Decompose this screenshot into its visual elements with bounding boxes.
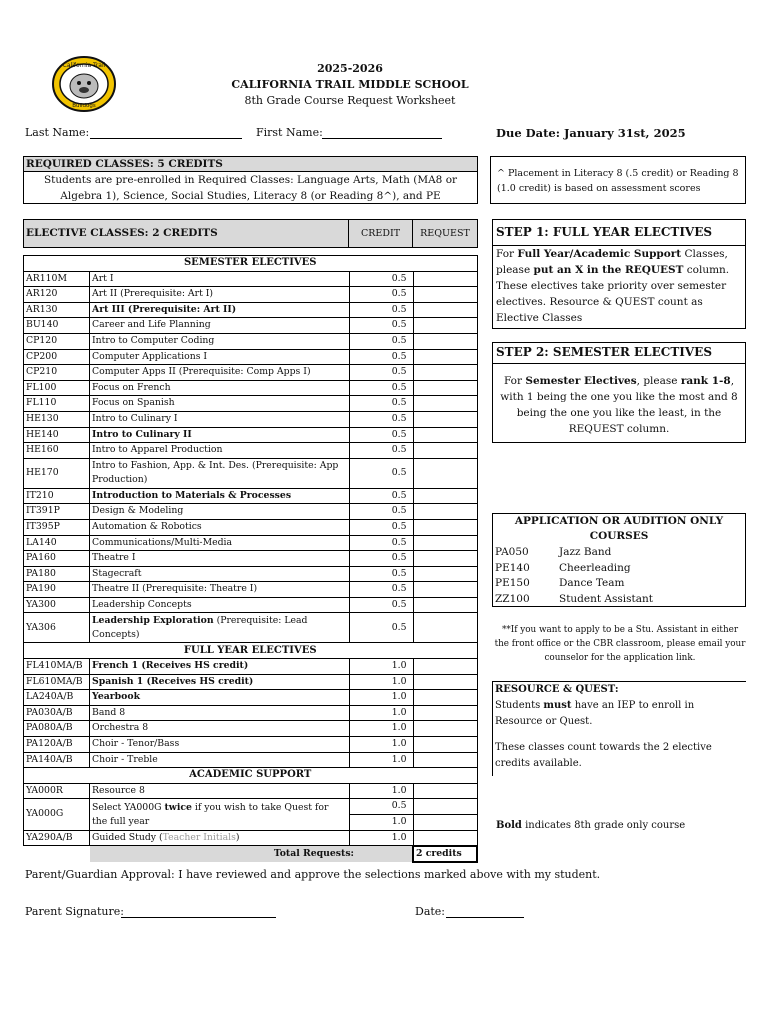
course-code: YA290A/B <box>24 830 90 846</box>
course-credit: 1.0 <box>349 659 413 675</box>
course-name: Focus on Spanish <box>90 396 350 412</box>
course-credit: 0.5 <box>349 411 413 427</box>
course-code: LA140 <box>24 535 90 551</box>
step2-title: STEP 2: SEMESTER ELECTIVES <box>493 343 745 364</box>
course-credit: 0.5 <box>349 302 413 318</box>
course-credit: 1.0 <box>349 830 413 846</box>
course-name: Intro to Culinary I <box>90 411 350 427</box>
course-code: YA300 <box>24 597 90 613</box>
logo-text-top: California Trail <box>62 62 106 69</box>
request-cell[interactable] <box>413 411 477 427</box>
request-cell[interactable] <box>413 721 477 737</box>
signature-label: Parent Signature: <box>25 905 124 918</box>
academic-section-row <box>24 768 478 784</box>
school-name: CALIFORNIA TRAIL MIDDLE SCHOOL <box>231 78 469 91</box>
request-cell[interactable] <box>413 566 477 582</box>
last-name-field[interactable] <box>90 138 242 139</box>
list-item <box>493 591 745 607</box>
request-cell[interactable] <box>413 443 477 459</box>
application-table <box>493 544 745 607</box>
request-cell[interactable] <box>413 737 477 753</box>
course-name: Intro to Fashion, App. & Int. Des. (Prerequisite: App Production) <box>90 458 350 488</box>
request-cell[interactable] <box>413 690 477 706</box>
course-code: YA306 <box>24 613 90 643</box>
course-code: YA000R <box>24 783 90 799</box>
course-name: Theatre II (Prerequisite: Theatre I) <box>90 582 350 598</box>
credit-header: CREDIT <box>348 220 412 247</box>
course-name: Intro to Apparel Production <box>90 443 350 459</box>
course-name: Choir - Treble <box>90 752 350 768</box>
page-title: 8th Grade Course Request Worksheet <box>244 94 456 107</box>
course-code: PA140A/B <box>24 752 90 768</box>
app-course-code: PA050 <box>495 545 529 558</box>
course-name: Art II (Prerequisite: Art I) <box>90 287 350 303</box>
table-row <box>24 752 478 768</box>
course-credit: 1.0 <box>349 721 413 737</box>
course-credit: 0.5 <box>349 349 413 365</box>
course-credit: 0.5 <box>349 380 413 396</box>
request-cell[interactable] <box>413 815 477 831</box>
table-row <box>24 519 478 535</box>
request-cell[interactable] <box>413 302 477 318</box>
school-year: 2025-2026 <box>317 62 383 75</box>
full-year-section-row <box>24 643 478 659</box>
course-credit: 1.0 <box>349 815 413 831</box>
course-code: CP210 <box>24 365 90 381</box>
course-credit: 0.5 <box>349 613 413 643</box>
course-code: AR110M <box>24 271 90 287</box>
course-name: Stagecraft <box>90 566 350 582</box>
course-code: CP120 <box>24 333 90 349</box>
course-code: HE140 <box>24 427 90 443</box>
course-code: PA160 <box>24 551 90 567</box>
app-course-name: Jazz Band <box>559 545 612 558</box>
placement-note: ^ Placement in Literacy 8 (.5 credit) or Reading 8 (1.0 credit) is based on assessment scores <box>497 168 739 194</box>
course-credit: 0.5 <box>349 443 413 459</box>
table-row <box>24 380 478 396</box>
course-credit: 0.5 <box>349 333 413 349</box>
table-row <box>24 427 478 443</box>
request-cell[interactable] <box>413 582 477 598</box>
app-course-name: Student Assistant <box>559 593 653 606</box>
table-row <box>24 271 478 287</box>
course-credit: 0.5 <box>349 488 413 504</box>
course-name: Communications/Multi-Media <box>90 535 350 551</box>
request-cell[interactable] <box>413 458 477 488</box>
course-code: HE130 <box>24 411 90 427</box>
request-cell[interactable] <box>413 380 477 396</box>
total-row <box>24 846 478 863</box>
application-note: **If you want to apply to be a Stu. Assistant in either the front office or the CBR classroom, please email your counselor for the application link. <box>494 625 746 663</box>
course-name: Intro to Culinary II <box>90 427 350 443</box>
elective-header <box>23 219 478 248</box>
logo-text-bottom: Bulldogs <box>72 103 96 109</box>
course-code: PA180 <box>24 566 90 582</box>
request-cell[interactable] <box>413 674 477 690</box>
table-row <box>24 737 478 753</box>
course-credit: 0.5 <box>349 519 413 535</box>
step1-text: For Full Year/Academic Support Classes, please put an X in the REQUEST column. These electives take priority over semester electives. Resource & QUEST count as Elective Classes <box>496 248 730 324</box>
request-cell[interactable] <box>413 597 477 613</box>
course-credit: 0.5 <box>349 396 413 412</box>
course-code: PA190 <box>24 582 90 598</box>
course-name: Career and Life Planning <box>90 318 350 334</box>
course-credit: 0.5 <box>349 582 413 598</box>
table-row <box>24 705 478 721</box>
table-row <box>24 302 478 318</box>
table-row <box>24 659 478 675</box>
app-course-name: Dance Team <box>559 577 625 590</box>
course-name: Theatre I <box>90 551 350 567</box>
request-cell[interactable] <box>413 396 477 412</box>
table-row <box>24 582 478 598</box>
course-name: Spanish 1 (Receives HS credit) <box>90 674 350 690</box>
list-item <box>493 576 745 592</box>
resource-quest-box <box>492 681 746 776</box>
course-credit: 0.5 <box>349 551 413 567</box>
app-course-code: ZZ100 <box>495 593 530 606</box>
course-name: Choir - Tenor/Bass <box>90 737 350 753</box>
first-name-field[interactable] <box>322 138 442 139</box>
app-course-name: Cheerleading <box>559 561 631 574</box>
app-course-code: PE140 <box>495 561 530 574</box>
teacher-initials-label: Teacher Initials <box>162 831 236 843</box>
course-name: Art III (Prerequisite: Art II) <box>90 302 350 318</box>
request-cell[interactable] <box>413 504 477 520</box>
elective-table <box>23 255 478 863</box>
request-header: REQUEST <box>412 220 477 247</box>
total-label: Total Requests: <box>90 846 414 863</box>
request-cell[interactable] <box>413 613 477 643</box>
table-row <box>24 318 478 334</box>
table-row <box>24 690 478 706</box>
request-cell[interactable] <box>413 783 477 799</box>
course-code: CP200 <box>24 349 90 365</box>
request-cell[interactable] <box>413 705 477 721</box>
course-code: IT391P <box>24 504 90 520</box>
course-code: FL110 <box>24 396 90 412</box>
course-name: Focus on French <box>90 380 350 396</box>
course-name: Leadership Exploration (Prerequisite: Lead Concepts) <box>90 613 350 643</box>
course-name: Select YA000G twice if you wish to take Quest for the full year <box>90 799 350 830</box>
resource-quest-credit-text: These classes count towards the 2 elective credits available. <box>495 742 712 769</box>
request-cell[interactable] <box>413 318 477 334</box>
course-credit: 0.5 <box>349 287 413 303</box>
request-cell[interactable] <box>413 551 477 567</box>
course-name: Intro to Computer Coding <box>90 333 350 349</box>
semester-heading: SEMESTER ELECTIVES <box>24 256 478 272</box>
course-code: PA120A/B <box>24 737 90 753</box>
course-credit: 1.0 <box>349 705 413 721</box>
course-code: HE170 <box>24 458 90 488</box>
bold-note: Bold indicates 8th grade only course <box>496 820 686 831</box>
academic-heading: ACADEMIC SUPPORT <box>24 768 478 784</box>
approval-text: Parent/Guardian Approval: I have reviewed and approve the selections marked above with my student. <box>25 868 601 881</box>
request-cell[interactable] <box>413 365 477 381</box>
request-cell[interactable] <box>413 535 477 551</box>
semester-section-row <box>24 256 478 272</box>
course-credit: 1.0 <box>349 737 413 753</box>
application-box <box>492 513 746 607</box>
course-credit: 0.5 <box>349 427 413 443</box>
required-title: REQUIRED CLASSES: 5 CREDITS <box>24 157 477 172</box>
course-code: PA030A/B <box>24 705 90 721</box>
signature-field[interactable] <box>121 917 276 918</box>
table-row <box>24 799 478 815</box>
course-credit: 0.5 <box>349 458 413 488</box>
course-code: HE160 <box>24 443 90 459</box>
app-course-code: PE150 <box>495 577 530 590</box>
course-name: Introduction to Materials & Processes <box>90 488 350 504</box>
table-row <box>24 349 478 365</box>
course-code: PA080A/B <box>24 721 90 737</box>
resource-quest-title: RESOURCE & QUEST: <box>495 684 619 695</box>
course-name: Art I <box>90 271 350 287</box>
table-row <box>24 613 478 643</box>
placement-note-box <box>490 156 746 204</box>
course-code: FL610MA/B <box>24 674 90 690</box>
total-value: 2 credits <box>413 846 477 863</box>
course-credit: 1.0 <box>349 690 413 706</box>
request-cell[interactable] <box>413 488 477 504</box>
course-name: Computer Apps II (Prerequisite: Comp Apps I) <box>90 365 350 381</box>
table-row <box>24 365 478 381</box>
table-row <box>24 411 478 427</box>
course-credit: 0.5 <box>349 566 413 582</box>
required-classes-box <box>23 156 478 204</box>
table-row <box>24 597 478 613</box>
course-code: AR120 <box>24 287 90 303</box>
course-name: Orchestra 8 <box>90 721 350 737</box>
course-code: AR130 <box>24 302 90 318</box>
date-label: Date: <box>415 905 446 918</box>
table-row <box>24 674 478 690</box>
request-cell[interactable] <box>413 519 477 535</box>
table-row <box>24 287 478 303</box>
table-row <box>24 830 478 846</box>
course-credit: 0.5 <box>349 318 413 334</box>
table-row <box>24 443 478 459</box>
request-cell[interactable] <box>413 287 477 303</box>
course-name: Guided Study (Teacher Initials) <box>90 830 350 846</box>
table-row <box>24 535 478 551</box>
course-name: Leadership Concepts <box>90 597 350 613</box>
table-row <box>24 458 478 488</box>
request-cell[interactable] <box>413 349 477 365</box>
last-name-label: Last Name: <box>25 126 90 139</box>
table-row <box>24 333 478 349</box>
request-cell[interactable] <box>413 271 477 287</box>
request-cell[interactable] <box>413 830 477 846</box>
course-name: Yearbook <box>90 690 350 706</box>
course-name: French 1 (Receives HS credit) <box>90 659 350 675</box>
date-field[interactable] <box>446 917 524 918</box>
table-row <box>24 783 478 799</box>
request-cell[interactable] <box>413 333 477 349</box>
course-code: FL410MA/B <box>24 659 90 675</box>
request-cell[interactable] <box>413 752 477 768</box>
course-name: Computer Applications I <box>90 349 350 365</box>
required-text: Students are pre-enrolled in Required Classes: Language Arts, Math (MA8 or Algebra 1), Science, Social Studies, Literacy 8 (or Reading 8^), and PE <box>43 174 458 202</box>
list-item <box>493 560 745 576</box>
step1-box <box>492 219 746 329</box>
request-cell[interactable] <box>413 799 477 815</box>
table-row <box>24 721 478 737</box>
semester-courses <box>24 271 478 643</box>
course-credit: 0.5 <box>349 597 413 613</box>
course-code: IT395P <box>24 519 90 535</box>
course-name: Design & Modeling <box>90 504 350 520</box>
course-code: FL100 <box>24 380 90 396</box>
course-credit: 0.5 <box>349 365 413 381</box>
table-row <box>24 566 478 582</box>
application-title: APPLICATION OR AUDITION ONLY COURSES <box>514 515 724 542</box>
course-code: IT210 <box>24 488 90 504</box>
school-logo <box>52 56 116 112</box>
full-year-heading: FULL YEAR ELECTIVES <box>24 643 478 659</box>
course-credit: 0.5 <box>349 799 413 815</box>
course-credit: 0.5 <box>349 271 413 287</box>
elective-title: ELECTIVE CLASSES: 2 CREDITS <box>26 227 218 239</box>
full-year-courses <box>24 659 478 768</box>
course-credit: 0.5 <box>349 504 413 520</box>
table-row <box>24 488 478 504</box>
first-name-label: First Name: <box>256 126 323 139</box>
course-credit: 1.0 <box>349 783 413 799</box>
due-date: Due Date: January 31st, 2025 <box>496 126 686 140</box>
table-row <box>24 551 478 567</box>
resource-quest-text: Students must have an IEP to enroll in Resource or Quest. <box>495 700 695 727</box>
table-row <box>24 504 478 520</box>
course-credit: 1.0 <box>349 752 413 768</box>
request-cell[interactable] <box>413 659 477 675</box>
course-credit: 0.5 <box>349 535 413 551</box>
step1-title: STEP 1: FULL YEAR ELECTIVES <box>493 220 745 246</box>
step2-box <box>492 342 746 443</box>
request-cell[interactable] <box>413 427 477 443</box>
course-code: LA240A/B <box>24 690 90 706</box>
list-item <box>493 544 745 560</box>
step2-text: For Semester Electives, please rank 1-8, with 1 being the one you like the most and 8 being the one you like the least, in the REQUEST column. <box>500 375 738 435</box>
course-name: Automation & Robotics <box>90 519 350 535</box>
course-code: YA000G <box>24 799 90 830</box>
table-row <box>24 396 478 412</box>
course-name: Resource 8 <box>90 783 350 799</box>
course-name: Band 8 <box>90 705 350 721</box>
course-code: BU140 <box>24 318 90 334</box>
course-credit: 1.0 <box>349 674 413 690</box>
